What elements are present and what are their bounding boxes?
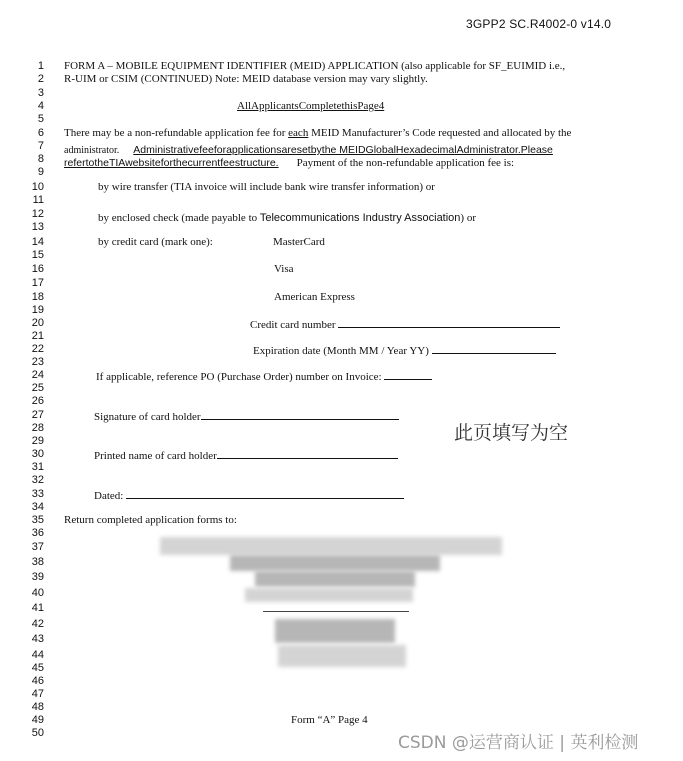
line-number: 36 bbox=[31, 527, 44, 539]
fee-paragraph-line3 bbox=[64, 153, 514, 171]
tia-website-link[interactable]: refertotheTIAwebsiteforthecurrentfeestructure. bbox=[64, 157, 279, 169]
pay-wire-transfer: by wire transfer (TIA invoice will include bank wire transfer information) or bbox=[98, 181, 435, 193]
line-number: 44 bbox=[31, 649, 44, 661]
pay-check-org: Telecommunications Industry Association bbox=[259, 212, 461, 224]
signature-field[interactable] bbox=[201, 409, 399, 420]
line-number: 42 bbox=[31, 618, 44, 630]
fee-policy-link[interactable]: Administrativefeeforapplicationsaresetbythe MEIDGlobalHexadecimalAdministrator.Please bbox=[133, 144, 553, 156]
line-number: 38 bbox=[31, 556, 44, 568]
line-number: 49 bbox=[31, 714, 44, 726]
pay-check-a: by enclosed check (made payable to bbox=[98, 212, 260, 224]
cc-expiration-label: Expiration date (Month MM / Year YY) bbox=[253, 345, 429, 357]
line-number: 23 bbox=[31, 356, 44, 368]
line-number: 22 bbox=[31, 343, 44, 355]
form-title-line2: R-UIM or CSIM (CONTINUED) Note: MEID database version may vary slightly. bbox=[64, 73, 428, 85]
page-footer: Form “A” Page 4 bbox=[291, 714, 368, 726]
line-number: 18 bbox=[31, 291, 44, 303]
fee-text-b: MEID Manufacturer’s Code requested and allocated by the bbox=[308, 127, 572, 139]
line-number: 2 bbox=[37, 73, 44, 85]
card-option-mastercard[interactable]: MasterCard bbox=[273, 236, 325, 248]
po-label: If applicable, reference PO (Purchase Order) number on Invoice: bbox=[96, 371, 382, 383]
line-number: 50 bbox=[31, 727, 44, 739]
line-number: 13 bbox=[31, 221, 44, 233]
line-number: 21 bbox=[31, 330, 44, 342]
line-number: 8 bbox=[37, 153, 44, 165]
document-id: 3GPP2 SC.R4002-0 v14.0 bbox=[466, 17, 612, 31]
line-number: 20 bbox=[31, 317, 44, 329]
line-number: 30 bbox=[31, 448, 44, 460]
line-number: 48 bbox=[31, 701, 44, 713]
line-number: 14 bbox=[31, 236, 44, 248]
line-number: 5 bbox=[37, 113, 44, 125]
card-option-visa[interactable]: Visa bbox=[274, 263, 294, 275]
printed-name-row bbox=[94, 448, 398, 462]
csdn-watermark: CSDN @运营商认证 | 英利检测 bbox=[398, 733, 639, 753]
line-number: 32 bbox=[31, 474, 44, 486]
pay-check bbox=[98, 208, 476, 226]
fee-paragraph-line1 bbox=[64, 127, 571, 139]
line-number: 47 bbox=[31, 688, 44, 700]
po-number-field[interactable] bbox=[384, 369, 432, 380]
line-number: 3 bbox=[37, 87, 44, 99]
line-number: 46 bbox=[31, 675, 44, 687]
line-number: 43 bbox=[31, 633, 44, 645]
line-number: 4 bbox=[37, 100, 44, 112]
line-number: 37 bbox=[31, 541, 44, 553]
cc-expiration-row bbox=[253, 343, 556, 357]
line-number: 41 bbox=[31, 602, 44, 614]
redacted-line bbox=[278, 645, 406, 667]
line-number: 6 bbox=[37, 127, 44, 139]
signature-label: Signature of card holder bbox=[94, 411, 201, 423]
cc-expiration-field[interactable] bbox=[432, 343, 556, 354]
printed-name-field[interactable] bbox=[217, 448, 398, 459]
line-number: 15 bbox=[31, 249, 44, 261]
line-number: 25 bbox=[31, 382, 44, 394]
line-number: 9 bbox=[37, 166, 44, 178]
line-number: 39 bbox=[31, 571, 44, 583]
dated-label: Dated: bbox=[94, 490, 124, 502]
line-number: 24 bbox=[31, 369, 44, 381]
redacted-line bbox=[255, 571, 415, 587]
line-number: 33 bbox=[31, 488, 44, 500]
card-option-amex[interactable]: American Express bbox=[274, 291, 355, 303]
redacted-line bbox=[245, 588, 413, 602]
fee-administrator: administrator. bbox=[64, 145, 120, 156]
cc-number-row bbox=[250, 317, 560, 331]
line-number: 34 bbox=[31, 501, 44, 513]
line-number: 1 bbox=[37, 60, 44, 72]
line-number: 31 bbox=[31, 461, 44, 473]
redacted-line bbox=[275, 619, 395, 643]
line-number: 7 bbox=[37, 140, 44, 152]
line-number: 28 bbox=[31, 422, 44, 434]
line-number: 19 bbox=[31, 304, 44, 316]
cc-number-label: Credit card number bbox=[250, 319, 336, 331]
pay-credit-card: by credit card (mark one): bbox=[98, 236, 213, 248]
redacted-line bbox=[160, 537, 502, 555]
dated-field[interactable] bbox=[126, 488, 404, 499]
form-title-line1: FORM A – MOBILE EQUIPMENT IDENTIFIER (MEID) APPLICATION (also applicable for SF_EUIMID i.e., bbox=[64, 60, 566, 72]
line-number: 12 bbox=[31, 208, 44, 220]
fee-each: each bbox=[288, 127, 309, 139]
pay-check-b: ) or bbox=[460, 212, 476, 224]
line-number: 27 bbox=[31, 409, 44, 421]
line-number: 16 bbox=[31, 263, 44, 275]
line-number: 29 bbox=[31, 435, 44, 447]
po-row bbox=[96, 369, 432, 383]
payment-intro: Payment of the non-refundable application fee is: bbox=[296, 157, 515, 169]
fee-text-a: There may be a non-refundable application fee for bbox=[64, 127, 289, 139]
printed-name-label: Printed name of card holder bbox=[94, 450, 217, 462]
dated-row bbox=[94, 488, 404, 502]
return-to-label: Return completed application forms to: bbox=[64, 514, 237, 526]
line-number: 45 bbox=[31, 662, 44, 674]
line-number: 35 bbox=[31, 514, 44, 526]
line-number: 10 bbox=[31, 181, 44, 193]
line-number: 17 bbox=[31, 277, 44, 289]
blank-page-note: 此页填写为空 bbox=[454, 422, 569, 444]
cc-number-field[interactable] bbox=[338, 317, 560, 328]
line-number: 26 bbox=[31, 395, 44, 407]
line-number: 11 bbox=[32, 194, 44, 206]
redacted-divider bbox=[263, 611, 409, 612]
redacted-line bbox=[230, 555, 440, 571]
line-number: 40 bbox=[31, 587, 44, 599]
all-applicants-heading: AllApplicantsCompletethisPage4 bbox=[237, 100, 385, 112]
signature-row bbox=[94, 409, 399, 423]
